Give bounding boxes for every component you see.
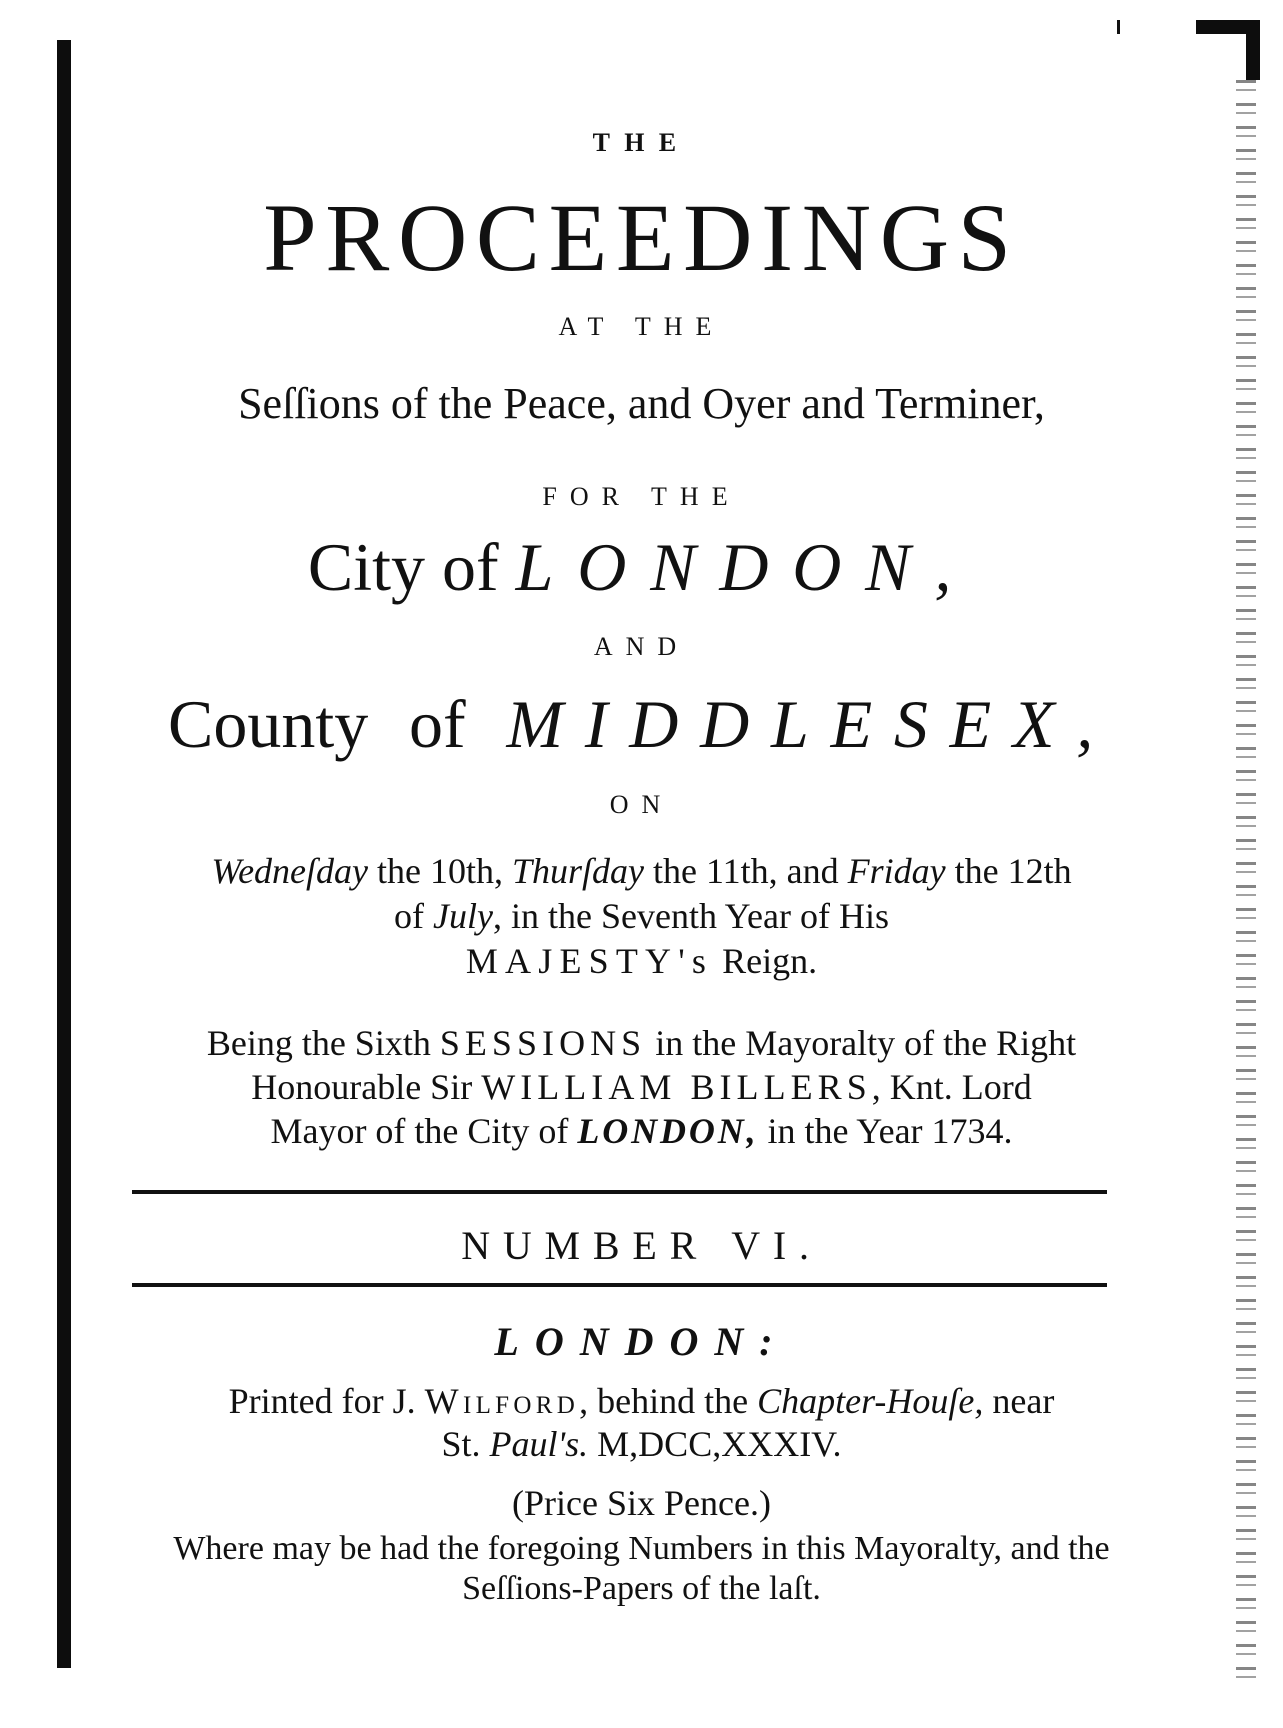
being-line-1: Being the Sixth SESSIONS in the Mayoralty of the Right — [206, 1023, 1077, 1063]
county-name: MIDDLESEX, — [506, 686, 1116, 762]
sessions-line: Seſſions of the Peace, and Oyer and Terminer, — [238, 379, 1045, 428]
issue-number: NUMBER VI. — [461, 1223, 822, 1268]
heading-on: ON — [609, 790, 674, 819]
city-line: City of LONDON, — [307, 529, 976, 605]
dates-line: Wedneſday the 10th, Thurſday the 11th, and Friday the 12th — [211, 851, 1072, 891]
heading-and: AND — [593, 632, 690, 661]
imprint-city: LONDON: — [494, 1319, 789, 1364]
heading-at-the: AT THE — [558, 312, 725, 341]
reign-line: MAJESTY's Reign. — [465, 941, 818, 981]
main-title: PROCEEDINGS — [263, 184, 1020, 291]
printer-line-2: St. Paul's. M,DCC,XXXIV. — [441, 1424, 842, 1464]
july-line: of July, in the Seventh Year of His — [394, 896, 889, 936]
price-line: (Price Six Pence.) — [512, 1483, 771, 1523]
heading-for-the: FOR THE — [542, 482, 741, 511]
county-line: County of MIDDLESEX, — [167, 686, 1116, 762]
divider-top — [132, 1190, 1107, 1194]
being-line-3: Mayor of the City of LONDON, in the Year 1734. — [270, 1111, 1013, 1151]
city-name: LONDON, — [515, 529, 976, 605]
availability-line-1: Where may be had the foregoing Numbers in this Mayoralty, and the — [173, 1530, 1110, 1567]
scan-mark — [1117, 20, 1120, 34]
heading-the: THE — [592, 128, 691, 157]
divider-bottom — [132, 1283, 1107, 1287]
being-line-2: Honourable Sir WILLIAM BILLERS, Knt. Lord — [251, 1067, 1032, 1107]
printer-line-1: Printed for J. Wilford, behind the Chapter-Houſe, near — [228, 1381, 1055, 1421]
availability-line-2: Seſſions-Papers of the laſt. — [462, 1570, 821, 1607]
